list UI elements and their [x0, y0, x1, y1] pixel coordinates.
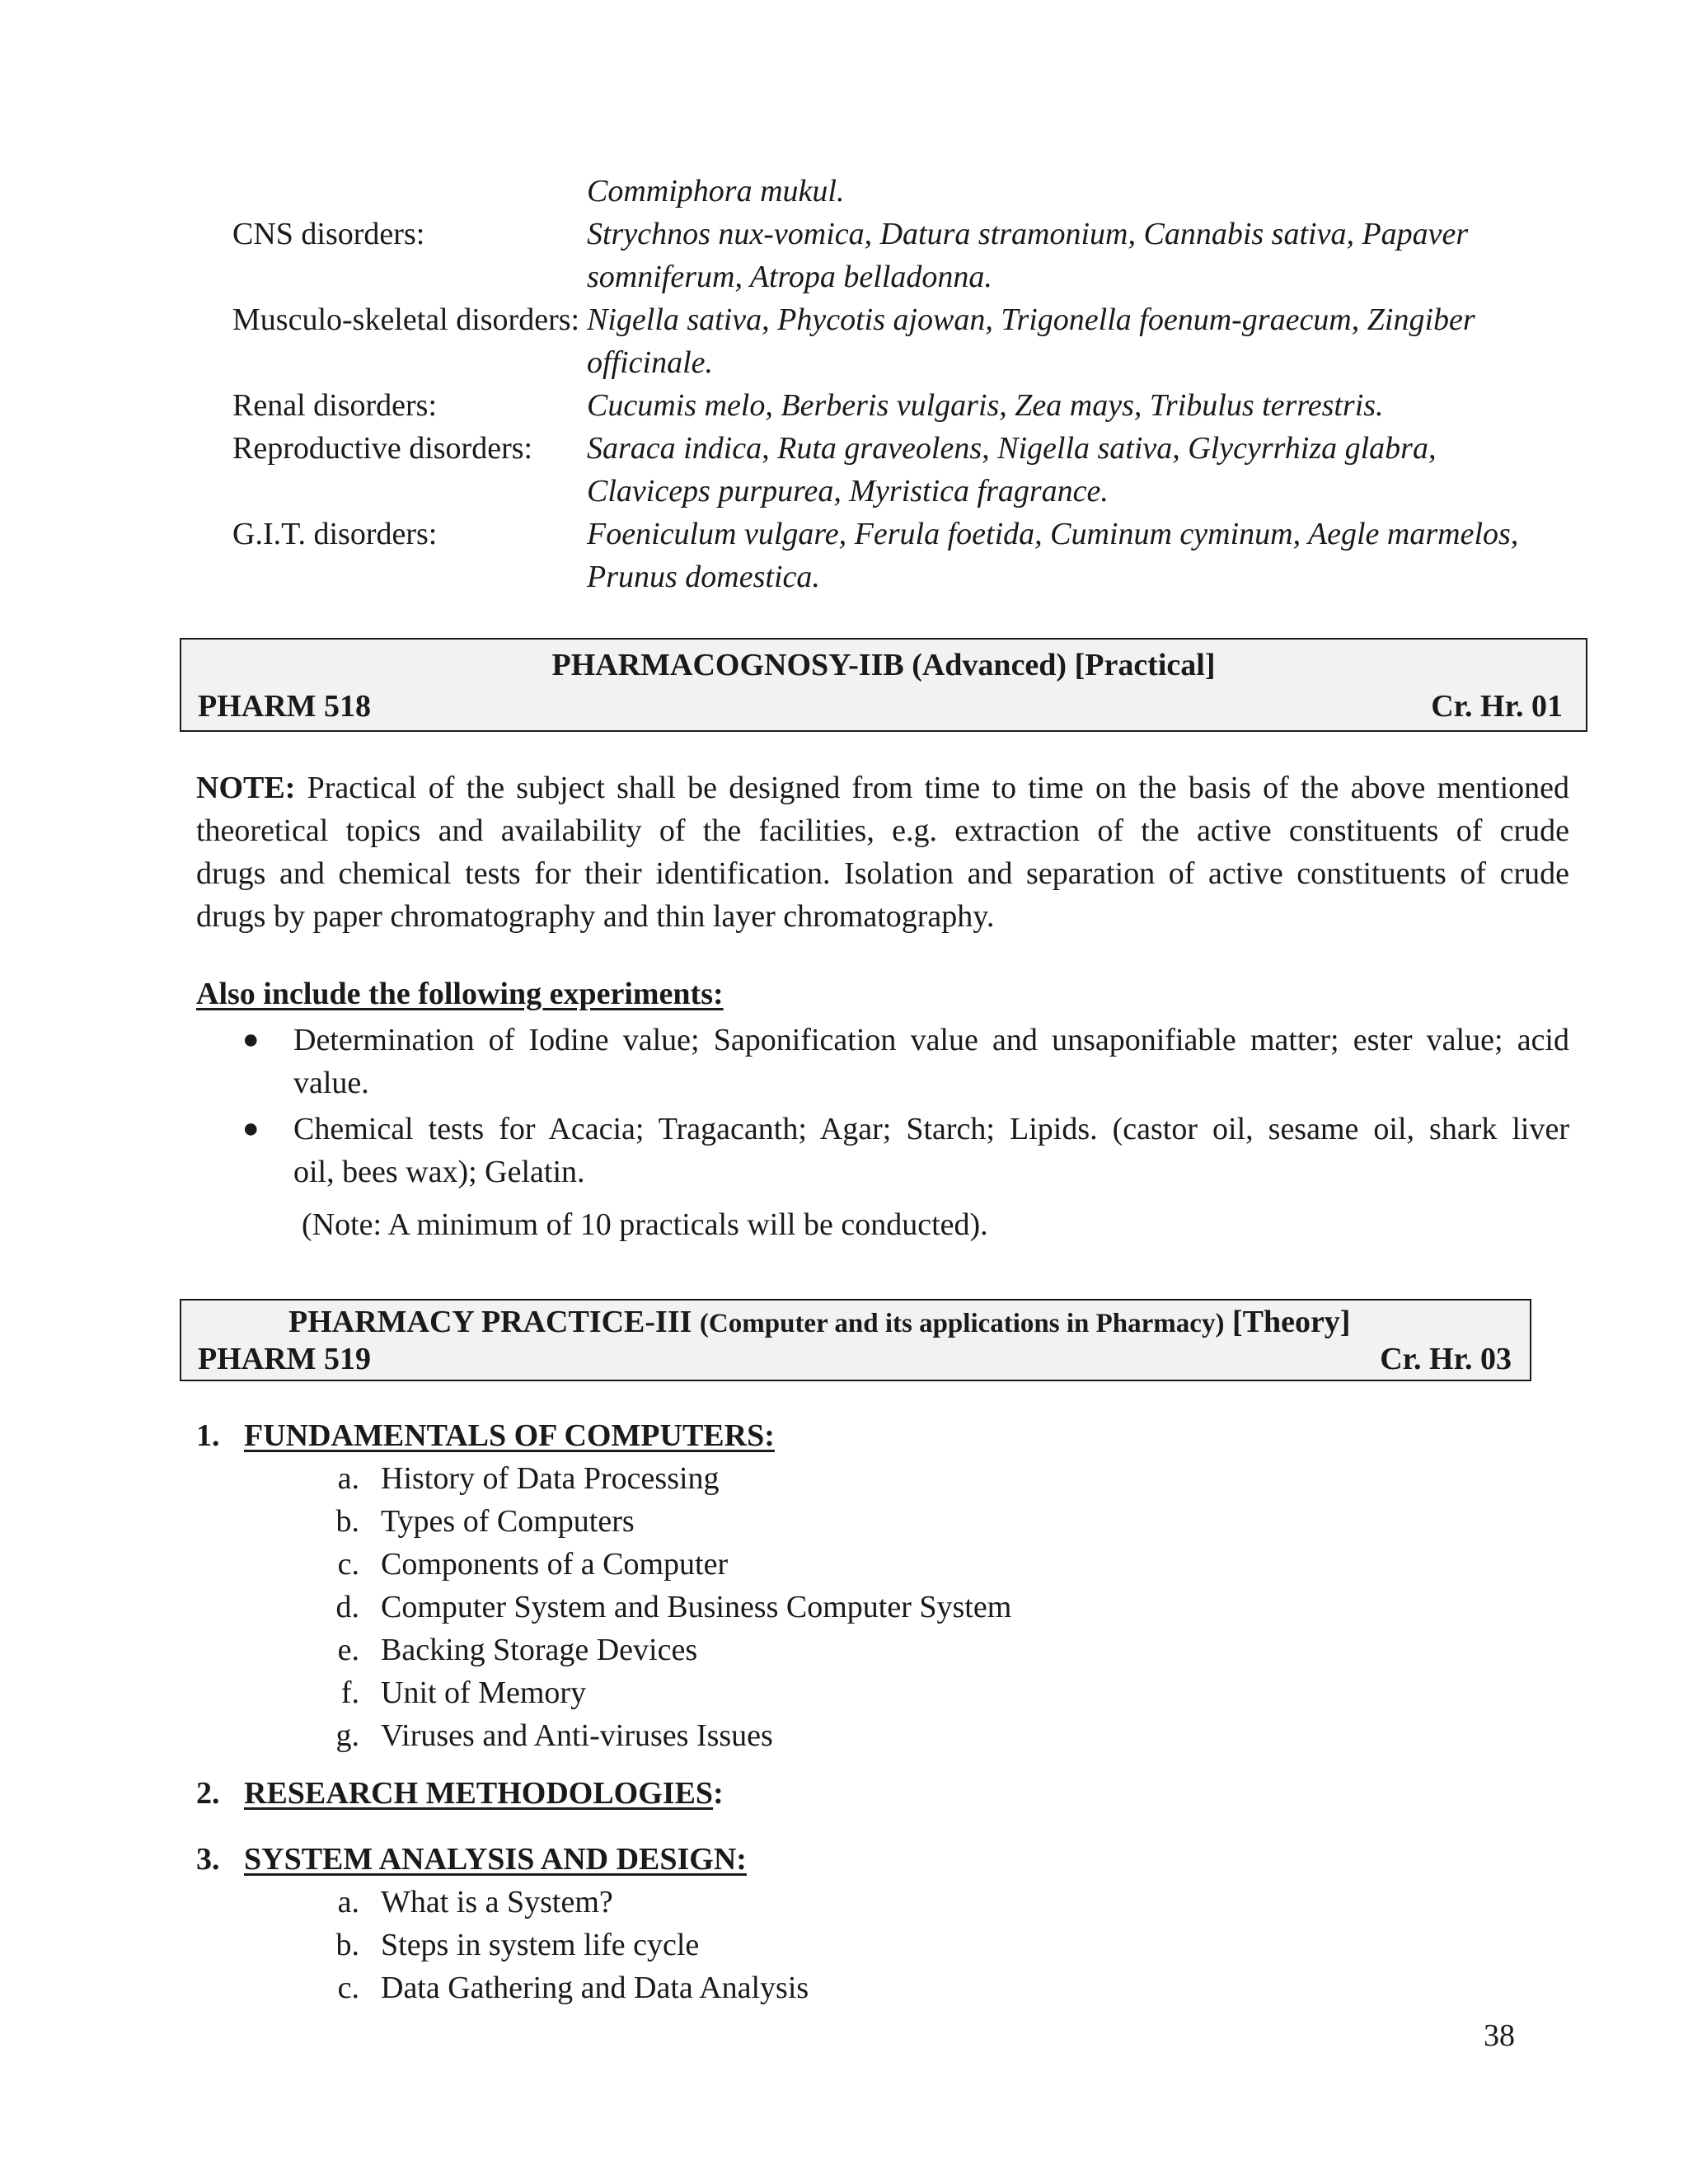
course-title-519: PHARMACY PRACTICE-III (Computer and its applications in Pharmacy) [Theory] — [288, 1305, 1351, 1339]
item-text: Unit of Memory — [381, 1675, 587, 1710]
credit-hours-518: Cr. Hr. 01 — [1431, 689, 1563, 724]
disorder-species-cns-1: Strychnos nux-vomica, Datura stramonium, Cannabis sativa, Papaver — [587, 217, 1469, 251]
item-letter: a. — [337, 1885, 359, 1919]
item-text: Backing Storage Devices — [381, 1633, 698, 1667]
item-text: Data Gathering and Data Analysis — [381, 1971, 809, 2005]
item-letter: e. — [337, 1633, 359, 1667]
disorder-continuation: Commiphora mukul. — [587, 174, 845, 209]
disorder-species-renal-1: Cucumis melo, Berberis vulgaris, Zea mays, Tribulus terrestris. — [587, 388, 1384, 423]
disorder-species-git-2: Prunus domestica. — [587, 560, 820, 594]
experiment-item-1-line-1: Determination of Iodine value; Saponification value and unsaponifiable matter; ester value; acid — [293, 1023, 1569, 1057]
experiment-item-2-line-2: oil, bees wax); Gelatin. — [293, 1155, 585, 1189]
course-title-518: PHARMACOGNOSY-IIB (Advanced) [Practical] — [551, 648, 1216, 682]
item-letter: c. — [337, 1971, 359, 2005]
note-line-2: theoretical topics and availability of the facilities, e.g. extraction of the active constituents of crude — [196, 813, 1569, 848]
note-line-1: NOTE: Practical of the subject shall be designed from time to time on the basis of the above mentioned — [196, 771, 1569, 805]
experiment-item-1-line-2: value. — [293, 1066, 369, 1100]
section-title-fundamentals: FUNDAMENTALS OF COMPUTERS: — [244, 1418, 775, 1453]
section-number: 2. — [196, 1776, 220, 1811]
disorder-species-git-1: Foeniculum vulgare, Ferula foetida, Cuminum cyminum, Aegle marmelos, — [587, 517, 1519, 551]
item-text: Computer System and Business Computer System — [381, 1590, 1012, 1624]
disorder-species-cns-2: somniferum, Atropa belladonna. — [587, 260, 992, 294]
disorder-label-git: G.I.T. disorders: — [232, 517, 438, 551]
item-letter: b. — [335, 1928, 359, 1962]
course-header-518 — [180, 638, 1587, 732]
disorder-species-reproductive-1: Saraca indica, Ruta graveolens, Nigella sativa, Glycyrrhiza glabra, — [587, 431, 1437, 466]
disorder-species-reproductive-2: Claviceps purpurea, Myristica fragrance. — [587, 474, 1109, 509]
disorder-label-renal: Renal disorders: — [232, 388, 438, 423]
section-title-system-analysis: SYSTEM ANALYSIS AND DESIGN: — [244, 1842, 747, 1877]
bullet-icon: ● — [242, 1113, 260, 1144]
item-text: History of Data Processing — [381, 1461, 720, 1496]
course-code-519: PHARM 519 — [198, 1342, 372, 1376]
bullet-icon: ● — [242, 1024, 260, 1055]
item-letter: a. — [337, 1461, 359, 1496]
item-letter: b. — [335, 1504, 359, 1539]
experiments-footnote: (Note: A minimum of 10 practicals will be conducted). — [302, 1207, 988, 1242]
note-line-3: drugs and chemical tests for their identification. Isolation and separation of active constituents of crude — [196, 856, 1569, 891]
experiment-item-2-line-1: Chemical tests for Acacia; Tragacanth; Agar; Starch; Lipids. (castor oil, sesame oil, shark liver — [293, 1112, 1569, 1146]
section-title-research: RESEARCH METHODOLOGIES: — [244, 1776, 724, 1811]
item-letter: c. — [337, 1547, 359, 1582]
experiments-heading: Also include the following experiments: — [196, 977, 724, 1011]
page-number: 38 — [1484, 2018, 1515, 2053]
disorder-label-reproductive: Reproductive disorders: — [232, 431, 533, 466]
section-number: 1. — [196, 1418, 220, 1453]
note-label: NOTE: — [196, 771, 296, 805]
disorder-species-musculo-2: officinale. — [587, 345, 714, 380]
item-text: Steps in system life cycle — [381, 1928, 700, 1962]
item-text: Types of Computers — [381, 1504, 635, 1539]
item-letter: g. — [335, 1718, 359, 1753]
credit-hours-519: Cr. Hr. 03 — [1380, 1342, 1512, 1376]
course-code-518: PHARM 518 — [198, 689, 372, 724]
note-line-4: drugs by paper chromatography and thin layer chromatography. — [196, 899, 995, 934]
disorder-species-musculo-1: Nigella sativa, Phycotis ajowan, Trigonella foenum-graecum, Zingiber — [587, 302, 1475, 337]
section-number: 3. — [196, 1842, 220, 1877]
course-header-519 — [180, 1299, 1531, 1381]
item-letter: f. — [340, 1675, 359, 1710]
disorder-label-cns: CNS disorders: — [232, 217, 425, 251]
item-letter: d. — [335, 1590, 359, 1624]
item-text: What is a System? — [381, 1885, 613, 1919]
item-text: Viruses and Anti-viruses Issues — [381, 1718, 773, 1753]
disorder-label-musculo: Musculo-skeletal disorders: — [232, 302, 580, 337]
item-text: Components of a Computer — [381, 1547, 729, 1582]
